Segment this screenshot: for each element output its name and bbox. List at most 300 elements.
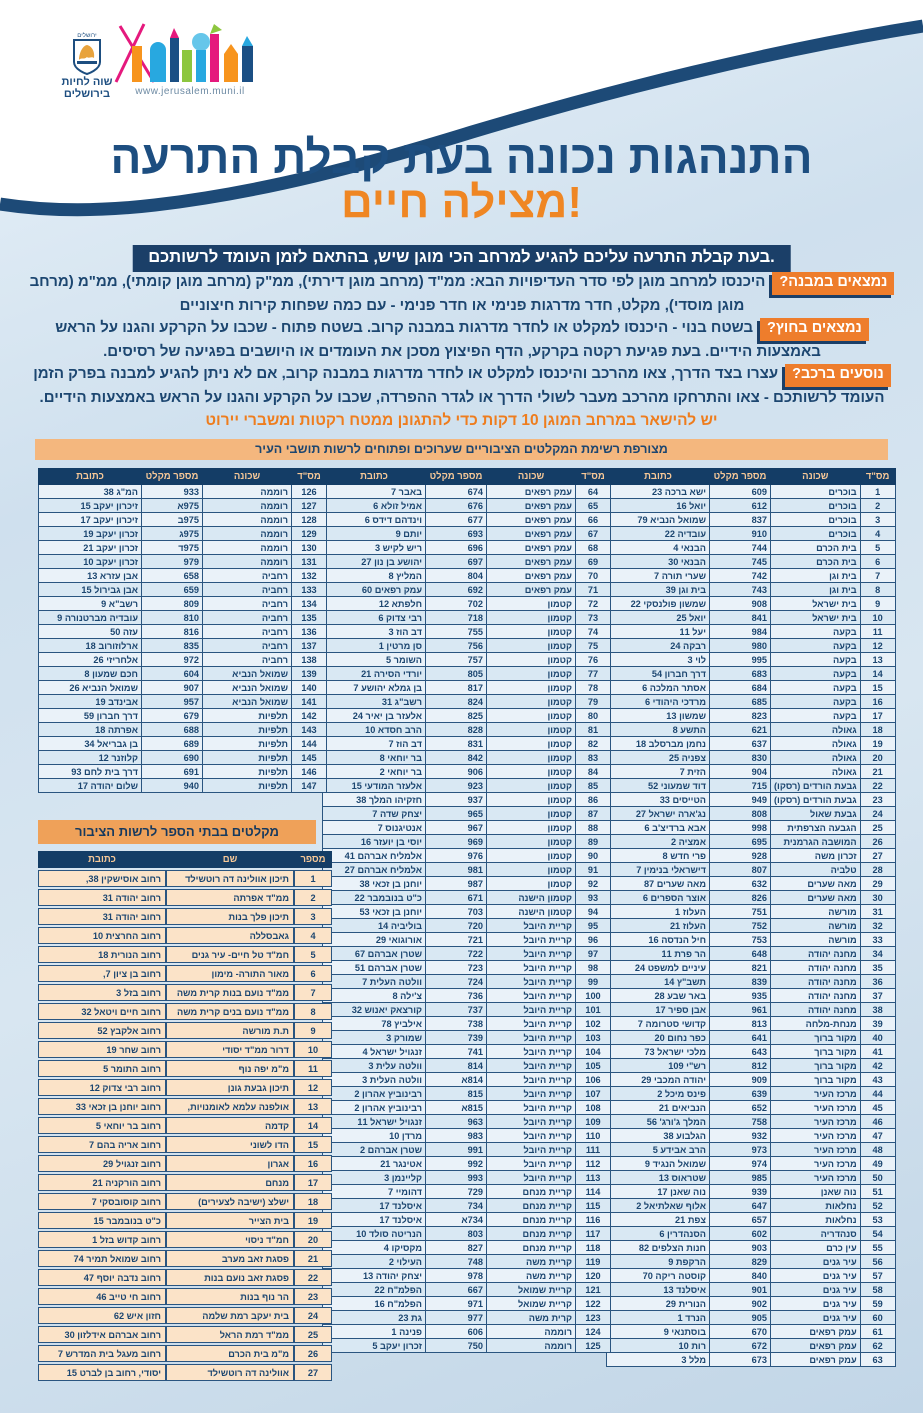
table-row <box>323 1269 611 1283</box>
table-row <box>323 905 611 919</box>
neighborhood: רחביה <box>203 639 292 653</box>
neighborhood: גאולה <box>771 723 861 737</box>
address: רחוב בזל 3 <box>38 984 166 1001</box>
shelter-number: 658 <box>142 569 203 583</box>
school-name: תיכון אוולינה דה רוטשילד <box>166 870 294 887</box>
table-row <box>607 1171 896 1185</box>
shelter-number: 909 <box>710 1073 771 1087</box>
row-number: 105 <box>576 1059 611 1073</box>
shelter-number: 976 <box>426 849 487 863</box>
school-name: מאור התורה- מימון <box>166 965 294 982</box>
table-row <box>607 499 896 513</box>
table-row <box>39 695 327 709</box>
shelter-number: 696 <box>426 541 487 555</box>
school-name: ממ"ד אפרתה <box>166 889 294 906</box>
row-number: 28 <box>860 863 895 877</box>
address: הגלבוע 38 <box>607 1129 710 1143</box>
row-number: 98 <box>576 961 611 975</box>
jerusalem-municipality-logo <box>48 14 278 118</box>
shelter-number: 928 <box>710 849 771 863</box>
table-row <box>38 1079 332 1096</box>
row-number: 8 <box>294 1003 332 1020</box>
table-row <box>607 961 896 975</box>
section-driving-label: נוסעים ברכב? <box>785 364 891 387</box>
table-row <box>607 975 896 989</box>
svg-text:ירושלים: ירושלים <box>77 33 97 39</box>
neighborhood: בקעה <box>771 709 861 723</box>
address: הרב חסדא 10 <box>323 723 426 737</box>
address: לוי 3 <box>607 653 710 667</box>
row-number: 113 <box>576 1171 611 1185</box>
table-row <box>607 555 896 569</box>
address: גת 23 <box>323 1311 426 1325</box>
shelter-number: 823 <box>710 709 771 723</box>
row-number: 38 <box>860 1003 895 1017</box>
address: רחוב יוחנן בן זכאי 33 <box>38 1098 166 1115</box>
neighborhood: בוכרים <box>771 499 861 513</box>
table-row <box>39 737 327 751</box>
shelter-number: 683 <box>710 667 771 681</box>
neighborhood: קריית מנחם <box>487 1185 576 1199</box>
address: קוסטה ריקה 70 <box>607 1269 710 1283</box>
address: בר יוחאי 2 <box>323 765 426 779</box>
address: רחוב אוסישקין 38, <box>38 870 166 887</box>
address: וינדהם דידס 6 <box>323 513 426 527</box>
row-number: 95 <box>576 919 611 933</box>
shelter-number: 741 <box>426 1045 487 1059</box>
shelter-number: 641 <box>710 1031 771 1045</box>
shelter-number: 606 <box>426 1325 487 1339</box>
row-number: 12 <box>294 1079 332 1096</box>
neighborhood: בית וגן <box>771 583 861 597</box>
row-number: 132 <box>292 569 327 583</box>
table-row <box>38 1155 332 1172</box>
address: רחוב אלקבץ 52 <box>38 1022 166 1039</box>
shelter-number: 998 <box>710 821 771 835</box>
neighborhood: קריית היובל <box>487 1045 576 1059</box>
section-driving-text: עצרו בצד הדרך, צאו מהרכב והיכנסו למקלט או לחדר מדרגות במבנה קרוב, אם לא ניתן להגיע למבנה בפרק הזמן העומד לרשותכם - צאו והתרחקו מהרכב מעבר לשולי הדרך או לגדר ההפרדה, שכבו על הקרקע והגנו על הראש באמצעות הידיים. <box>33 365 885 406</box>
neighborhood: קטמון <box>487 849 576 863</box>
table-row <box>38 1288 332 1305</box>
shelter-number: 722 <box>426 947 487 961</box>
table-row <box>607 1129 896 1143</box>
address: תשב"ץ 14 <box>607 975 710 989</box>
shelter-number: 812 <box>710 1059 771 1073</box>
table-row <box>39 555 327 569</box>
address: חיל הנדסה 16 <box>607 933 710 947</box>
row-number: 36 <box>860 975 895 989</box>
neighborhood: בקעה <box>771 695 861 709</box>
row-number: 57 <box>860 1269 895 1283</box>
address: העלוז 21 <box>607 919 710 933</box>
row-number: 2 <box>860 499 895 513</box>
neighborhood: מאה שערים <box>771 891 861 905</box>
row-number: 18 <box>294 1193 332 1210</box>
row-number: 22 <box>860 779 895 793</box>
address: שמואל הנגיד 9 <box>607 1157 710 1171</box>
address: יצחק שדה 7 <box>323 807 426 821</box>
header-number: מספר <box>294 851 332 868</box>
row-number: 52 <box>860 1199 895 1213</box>
table-row <box>607 1017 896 1031</box>
neighborhood: קריית מנחם <box>487 1241 576 1255</box>
shelter-number: 828 <box>426 723 487 737</box>
neighborhood: בית ישראל <box>771 611 861 625</box>
table-row <box>607 1353 896 1367</box>
table-row <box>323 779 611 793</box>
address: בן גמלא יהושע 7 <box>323 681 426 695</box>
shelter-number: 648 <box>710 947 771 961</box>
address: השומר 5 <box>323 653 426 667</box>
table-row <box>38 1269 332 1286</box>
neighborhood: קטמון <box>487 793 576 807</box>
neighborhood: קריית מנחם <box>487 1199 576 1213</box>
shelter-number: 702 <box>426 597 487 611</box>
school-name: קדמה <box>166 1117 294 1134</box>
address: דהומיי 7 <box>323 1185 426 1199</box>
shelter-number: 751 <box>710 905 771 919</box>
address: אבן עזרא 13 <box>39 569 142 583</box>
row-number: 27 <box>860 849 895 863</box>
table-row <box>323 1031 611 1045</box>
table-row <box>607 737 896 751</box>
address: איסלנד 13 <box>607 1283 710 1297</box>
table-row <box>323 807 611 821</box>
shelter-number: 602 <box>710 1227 771 1241</box>
table-row <box>38 1117 332 1134</box>
table-row <box>323 863 611 877</box>
table-row <box>38 1060 332 1077</box>
row-number: 147 <box>292 779 327 793</box>
address: אפרתה 18 <box>39 723 142 737</box>
address: שמואל הנביא 79 <box>607 513 710 527</box>
neighborhood: עמק רפאים <box>487 513 576 527</box>
header-shelter-number: מספר מקלט <box>142 469 203 485</box>
row-number: 85 <box>576 779 611 793</box>
address: באבר 7 <box>323 485 426 499</box>
row-number: 67 <box>576 527 611 541</box>
row-number: 20 <box>294 1231 332 1248</box>
neighborhood: עמק רפאים <box>487 527 576 541</box>
address: הנריטה סולד 10 <box>323 1227 426 1241</box>
shelter-number: 805 <box>426 667 487 681</box>
row-number: 140 <box>292 681 327 695</box>
neighborhood: רוממה <box>203 555 292 569</box>
table-row <box>607 541 896 555</box>
shelter-table-header <box>607 469 896 485</box>
neighborhood: רחביה <box>203 597 292 611</box>
table-row <box>38 1364 332 1381</box>
address: שמואל הנביא 26 <box>39 681 142 695</box>
table-row <box>323 989 611 1003</box>
neighborhood: מרכז העיר <box>771 1129 861 1143</box>
table-row <box>607 709 896 723</box>
address: בוליביה 14 <box>323 919 426 933</box>
row-number: 29 <box>860 877 895 891</box>
table-row <box>323 1003 611 1017</box>
shelter-number: 923 <box>426 779 487 793</box>
shelter-number: 984 <box>710 625 771 639</box>
neighborhood: עמק רפאים <box>771 1353 861 1367</box>
neighborhood: המושבה הגרמנית <box>771 835 861 849</box>
table-row <box>607 947 896 961</box>
address: זיכרון יעקב 17 <box>39 513 142 527</box>
table-row <box>607 849 896 863</box>
shelter-number: 830 <box>710 751 771 765</box>
neighborhood: מורשה <box>771 905 861 919</box>
neighborhood: רחביה <box>203 583 292 597</box>
table-row <box>607 793 896 807</box>
shelter-number: 672 <box>710 1339 771 1353</box>
table-row <box>38 1345 332 1362</box>
row-number: 116 <box>576 1213 611 1227</box>
row-number: 66 <box>576 513 611 527</box>
address: הנורית 29 <box>607 1297 710 1311</box>
table-row <box>607 1283 896 1297</box>
address: כפר נחום 20 <box>607 1031 710 1045</box>
neighborhood: קטמון <box>487 877 576 891</box>
school-name: הדו לשוני <box>166 1136 294 1153</box>
address: שטרן אברהם 51 <box>323 961 426 975</box>
shelter-number: 748 <box>426 1255 487 1269</box>
row-number: 7 <box>294 984 332 1001</box>
neighborhood: קטמון <box>487 765 576 779</box>
row-number: 11 <box>294 1060 332 1077</box>
table-row <box>323 1213 611 1227</box>
address: שמורק 3 <box>323 1031 426 1045</box>
table-row <box>323 611 611 625</box>
row-number: 71 <box>576 583 611 597</box>
row-number: 24 <box>860 807 895 821</box>
school-name: אוולינה דה רוטשילד <box>166 1364 294 1381</box>
neighborhood: שמואל הנביא <box>203 695 292 709</box>
table-row <box>323 597 611 611</box>
address: וולטה עלית 3 <box>323 1059 426 1073</box>
school-name: חמ"ד ניסוי <box>166 1231 294 1248</box>
shelter-number: 903 <box>710 1241 771 1255</box>
school-name: תיכון גבעת גונן <box>166 1079 294 1096</box>
header-neighborhood: שכונה <box>203 469 292 485</box>
shelter-number: 905 <box>710 1311 771 1325</box>
row-number: 15 <box>860 681 895 695</box>
section-in-building-text: היכנסו למרחב מוגן לפי סדר העדיפויות הבא: ממ"ד (מרחב מוגן דירתי), ממ"ק (מרחב מוגן קומתי), ממ"מ (מרחב מוגן מוסדי), מקלט, חדר מדרגות פנימי או חדר פנימי - עם כמה שפחות קירות חיצוניים <box>29 273 766 314</box>
table-row <box>607 1241 896 1255</box>
neighborhood: סנהדריה <box>771 1227 861 1241</box>
neighborhood: בית וגן <box>771 569 861 583</box>
school-name: מ"מ יפה נוף <box>166 1060 294 1077</box>
address: אלמליח אברהם 41 <box>323 849 426 863</box>
shelter-number: 739 <box>426 1031 487 1045</box>
address: רבי צדוק 6 <box>323 611 426 625</box>
row-number: 31 <box>860 905 895 919</box>
header-row-number: מס"ד <box>576 469 611 485</box>
neighborhood: קטמון הישנה <box>487 905 576 919</box>
row-number: 106 <box>576 1073 611 1087</box>
neighborhood: קריית היובל <box>487 989 576 1003</box>
neighborhood: בקעה <box>771 653 861 667</box>
intro-banner: בעת קבלת התרעה עליכם להגיע למרחב הכי מוגן שיש, בהתאם לזמן העומד לרשותכם. <box>132 245 791 272</box>
table-row <box>607 695 896 709</box>
row-number: 13 <box>860 653 895 667</box>
address: חנות הצלפים 82 <box>607 1241 710 1255</box>
neighborhood: שמואל הנביא <box>203 667 292 681</box>
table-row <box>39 625 327 639</box>
row-number: 10 <box>294 1041 332 1058</box>
shelter-number: 753 <box>710 933 771 947</box>
school-name: אולפנה עלמא לאומנויות, <box>166 1098 294 1115</box>
row-number: 41 <box>860 1045 895 1059</box>
address: הנרד 1 <box>607 1311 710 1325</box>
address: רחוב אריה בהם 7 <box>38 1136 166 1153</box>
neighborhood: קטמון <box>487 597 576 611</box>
address: דב הוז 3 <box>323 625 426 639</box>
row-number: 5 <box>860 541 895 555</box>
row-number: 10 <box>860 611 895 625</box>
table-row <box>323 1101 611 1115</box>
row-number: 9 <box>294 1022 332 1039</box>
address: רחוב קדוש בזל 1 <box>38 1231 166 1248</box>
shelter-number: 991 <box>426 1143 487 1157</box>
row-number: 111 <box>576 1143 611 1157</box>
table-row <box>323 961 611 975</box>
row-number: 5 <box>294 946 332 963</box>
school-name: ישלצ (ישיבה לצעירים) <box>166 1193 294 1210</box>
header-address: כתובת <box>39 469 142 485</box>
school-name: בית הצייר <box>166 1212 294 1229</box>
shelter-number: 940 <box>142 779 203 793</box>
row-number: 133 <box>292 583 327 597</box>
table-row <box>323 835 611 849</box>
neighborhood: מקור ברוך <box>771 1073 861 1087</box>
shelter-number: 957 <box>142 695 203 709</box>
shelter-number: 671 <box>426 891 487 905</box>
address: זכרון יעקב 19 <box>39 527 142 541</box>
table-row <box>323 765 611 779</box>
table-row <box>38 965 332 982</box>
shelter-number: 961 <box>710 1003 771 1017</box>
row-number: 126 <box>292 485 327 499</box>
shelter-number: 983 <box>426 1129 487 1143</box>
table-row <box>607 597 896 611</box>
neighborhood: רוממה <box>203 513 292 527</box>
table-row <box>38 1250 332 1267</box>
neighborhood: רוממה <box>203 485 292 499</box>
row-number: 103 <box>576 1031 611 1045</box>
address: וולטה העלית 3 <box>323 1073 426 1087</box>
address: יהודה המכבי 29 <box>607 1073 710 1087</box>
neighborhood: קטמון הישנה <box>487 891 576 905</box>
address: יצחק יהודה 13 <box>323 1269 426 1283</box>
shelter-number: 715 <box>710 779 771 793</box>
shelter-number: 979 <box>142 555 203 569</box>
table-row <box>323 1227 611 1241</box>
neighborhood: קריית היובל <box>487 1143 576 1157</box>
neighborhood: קריית היובל <box>487 975 576 989</box>
neighborhood: רוממה <box>203 499 292 513</box>
neighborhood: קטמון <box>487 779 576 793</box>
row-number: 115 <box>576 1199 611 1213</box>
shelter-number: 908 <box>710 597 771 611</box>
neighborhood: בוכרים <box>771 513 861 527</box>
neighborhood: מחנה יהודה <box>771 1003 861 1017</box>
address: רחוב נדבה יוסף 47 <box>38 1269 166 1286</box>
neighborhood: קריית היובל <box>487 1059 576 1073</box>
shelter-number: 724 <box>426 975 487 989</box>
address: דרך בית לחם 93 <box>39 765 142 779</box>
address: אבא ברדיצ'ב 6 <box>607 821 710 835</box>
table-row <box>323 485 611 499</box>
shelter-number: 692 <box>426 583 487 597</box>
row-number: 18 <box>860 723 895 737</box>
shelter-number: 604 <box>142 667 203 681</box>
row-number: 55 <box>860 1241 895 1255</box>
neighborhood: רחביה <box>203 625 292 639</box>
row-number: 117 <box>576 1227 611 1241</box>
address: אמיל זולא 6 <box>323 499 426 513</box>
table-row <box>607 1185 896 1199</box>
address: רחוב יהודה 31 <box>38 889 166 906</box>
table-row <box>323 695 611 709</box>
row-number: 56 <box>860 1255 895 1269</box>
address: אנטיגנוס 7 <box>323 821 426 835</box>
table-row <box>38 984 332 1001</box>
table-row <box>323 639 611 653</box>
headline <box>0 131 923 227</box>
shelter-list-banner: מצורפת רשימת המקלטים הציבוריים שערוכים ופתוחים לרשות תושבי העיר <box>35 439 888 460</box>
neighborhood: קטמון <box>487 807 576 821</box>
address: העלוז 1 <box>607 905 710 919</box>
table-row <box>323 527 611 541</box>
table-row <box>38 889 332 906</box>
neighborhood: מחנה יהודה <box>771 975 861 989</box>
shelter-number: 906 <box>426 765 487 779</box>
school-name: דרור ממ"ד יסודי <box>166 1041 294 1058</box>
neighborhood: טלביה <box>771 863 861 877</box>
school-shelters-title: מקלטים בבתי הספר לרשות הציבור <box>38 820 316 844</box>
row-number: 12 <box>860 639 895 653</box>
neighborhood: מרכז העיר <box>771 1115 861 1129</box>
address: אלמליח אברהם 27 <box>323 863 426 877</box>
shelter-number: 677 <box>426 513 487 527</box>
shelter-number: 977 <box>426 1311 487 1325</box>
table-row <box>323 1115 611 1129</box>
shelter-number: 758 <box>710 1115 771 1129</box>
neighborhood: קטמון <box>487 709 576 723</box>
address: הטייסים 33 <box>607 793 710 807</box>
address: רשב"א 9 <box>39 597 142 611</box>
shelter-number: 842 <box>426 751 487 765</box>
school-name: חמ"ד טל חיים- עיר גנים <box>166 946 294 963</box>
school-name: בית יעקב רמת שלמה <box>166 1307 294 1324</box>
school-name: ממ"ד רמת הראל <box>166 1326 294 1343</box>
table-row <box>39 499 327 513</box>
row-number: 7 <box>860 569 895 583</box>
shelter-number: 973 <box>710 1143 771 1157</box>
shelter-number: 971 <box>426 1297 487 1311</box>
row-number: 24 <box>294 1307 332 1324</box>
address: רות 10 <box>607 1339 710 1353</box>
address: רחוב שחר 19 <box>38 1041 166 1058</box>
shelter-number: 673 <box>710 1353 771 1367</box>
shelter-number: 815א <box>426 1101 487 1115</box>
shelter-number: 816 <box>142 625 203 639</box>
table-row <box>607 1059 896 1073</box>
table-row <box>607 1199 896 1213</box>
table-row <box>323 709 611 723</box>
row-number: 101 <box>576 1003 611 1017</box>
shelter-number: 738 <box>426 1017 487 1031</box>
table-row <box>39 723 327 737</box>
